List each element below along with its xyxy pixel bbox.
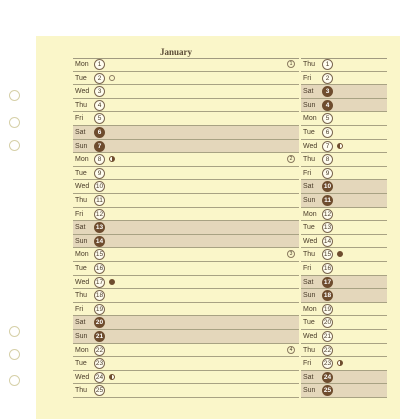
brand-copyright [0, 224, 1, 240]
weekday-label: Wed [75, 278, 90, 286]
date-number-badge: 19 [323, 305, 332, 313]
date-number-badge: 8 [94, 154, 105, 165]
binder-hole [9, 375, 20, 386]
weekday-label: Sat [75, 224, 86, 232]
date-number-badge: 24 [95, 373, 104, 381]
day-row[interactable] [301, 167, 387, 181]
day-row[interactable] [301, 316, 387, 330]
day-row[interactable] [73, 58, 299, 72]
binder-hole [9, 349, 20, 360]
weekday-label: Tue [303, 129, 315, 136]
day-row[interactable] [73, 303, 299, 317]
date-number-badge: 5 [322, 113, 333, 124]
weekday-label: Wed [303, 333, 318, 340]
day-row[interactable] [73, 126, 299, 140]
binder-hole [9, 140, 20, 151]
date-number-badge: 15 [323, 251, 332, 259]
day-row[interactable] [301, 384, 387, 398]
date-number-badge: 6 [94, 127, 105, 138]
weekday-label: Sun [75, 237, 88, 245]
weekday-label: Sat [303, 278, 314, 286]
date-number-badge: 15 [95, 251, 104, 259]
day-row[interactable] [301, 235, 387, 249]
date-number-badge: 14 [323, 237, 332, 245]
weekday-label: Tue [75, 74, 87, 82]
weekday-label: Sat [303, 88, 314, 96]
first-quarter-moon-icon [337, 360, 343, 366]
last-quarter-moon-icon [337, 143, 343, 149]
weekday-label: Thu [303, 156, 316, 164]
date-number-badge: 14 [95, 237, 104, 245]
weekday-label: Sat [75, 129, 86, 136]
weekday-label: Sun [75, 333, 88, 340]
date-number-badge: 10 [95, 183, 104, 191]
date-number-badge: 3 [94, 86, 105, 97]
weekday-label: Sun [303, 387, 316, 395]
weekday-label: Wed [75, 183, 90, 191]
weekday-label: Fri [75, 305, 84, 313]
weekday-label: Mon [75, 251, 89, 259]
binder-hole [9, 90, 20, 101]
weekday-label: Sun [75, 142, 88, 150]
day-row[interactable] [73, 330, 299, 344]
date-number-badge: 17 [95, 278, 104, 286]
day-row[interactable] [301, 99, 387, 113]
weekday-label: Mon [75, 156, 89, 164]
weekday-label: Fri [303, 265, 312, 272]
date-number-badge: 24 [323, 373, 332, 381]
weekday-label: Tue [303, 224, 315, 232]
date-number-badge: 2 [322, 73, 333, 84]
month-title: January [160, 47, 193, 57]
day-row[interactable] [301, 262, 387, 276]
date-number-badge: 12 [95, 210, 104, 218]
date-number-badge: 2 [94, 73, 105, 84]
day-row[interactable] [73, 140, 299, 154]
weekday-label: Thu [303, 346, 316, 354]
last-quarter-moon-icon [109, 374, 115, 380]
day-row[interactable] [73, 235, 299, 249]
weekday-label: Tue [75, 265, 87, 272]
weekday-label: Thu [75, 101, 88, 109]
day-row[interactable] [301, 153, 387, 167]
date-number-badge: 22 [323, 346, 332, 354]
day-row[interactable] [73, 357, 299, 371]
date-number-badge: 25 [323, 387, 332, 395]
day-row[interactable] [73, 371, 299, 385]
weekday-label: Fri [303, 169, 312, 177]
day-row[interactable] [301, 140, 387, 154]
weekday-label: Thu [75, 197, 88, 204]
day-row[interactable] [73, 72, 299, 86]
date-number-badge: 4 [322, 100, 333, 111]
weekday-label: Fri [303, 74, 312, 82]
weekday-label: Sun [303, 292, 316, 300]
weekday-label: Sat [75, 319, 86, 327]
weekday-label: Fri [303, 360, 312, 368]
date-number-badge: 11 [94, 195, 105, 206]
day-row[interactable] [73, 262, 299, 276]
date-number-badge: 20 [95, 319, 104, 327]
date-number-badge: 13 [95, 224, 104, 232]
date-number-badge: 8 [322, 154, 333, 165]
day-row[interactable] [73, 344, 299, 358]
week-number-badge: 3 [287, 250, 295, 258]
day-row[interactable] [301, 126, 387, 140]
day-row[interactable] [301, 276, 387, 290]
date-number-badge: 20 [323, 319, 332, 327]
date-number-badge: 22 [95, 346, 104, 354]
full-moon-icon [109, 279, 115, 285]
date-number-badge: 5 [94, 113, 105, 124]
weekday-label: Tue [303, 319, 315, 327]
day-row[interactable] [301, 58, 387, 72]
day-row[interactable] [301, 303, 387, 317]
weekday-label: Mon [303, 305, 317, 313]
date-number-badge: 3 [322, 86, 333, 97]
day-row[interactable] [301, 221, 387, 235]
first-quarter-moon-icon [109, 156, 115, 162]
day-row[interactable] [73, 194, 299, 208]
weekday-label: Mon [303, 210, 317, 218]
weekday-label: Sat [303, 183, 314, 191]
weekday-label: Fri [75, 210, 84, 218]
date-number-badge: 19 [95, 305, 104, 313]
date-number-badge: 9 [94, 168, 105, 179]
day-row[interactable] [73, 276, 299, 290]
day-row[interactable] [301, 344, 387, 358]
day-row[interactable] [301, 371, 387, 385]
weekday-label: Mon [303, 115, 317, 123]
date-number-badge: 23 [95, 360, 104, 368]
week-number-badge: 2 [287, 155, 295, 163]
date-number-badge: 21 [95, 333, 104, 340]
date-number-badge: 9 [322, 168, 333, 179]
day-row[interactable] [73, 248, 299, 262]
date-number-badge: 16 [323, 265, 332, 272]
day-row[interactable] [301, 208, 387, 222]
weekday-label: Tue [75, 360, 87, 368]
date-number-badge: 11 [322, 195, 333, 206]
weekday-label: Wed [75, 373, 90, 381]
weekday-label: Sun [303, 197, 316, 204]
date-number-badge: 7 [94, 141, 105, 152]
day-row[interactable] [301, 72, 387, 86]
date-number-badge: 13 [323, 224, 332, 232]
weekday-label: Mon [75, 346, 89, 354]
binder-hole [9, 117, 20, 128]
day-row[interactable] [301, 289, 387, 303]
day-row[interactable] [73, 316, 299, 330]
day-row[interactable] [73, 85, 299, 99]
weekday-label: Fri [75, 115, 84, 123]
day-row[interactable] [73, 99, 299, 113]
date-number-badge: 1 [322, 59, 333, 70]
weekday-label: Thu [75, 387, 88, 395]
day-row[interactable] [73, 153, 299, 167]
weekday-label: Thu [303, 61, 316, 68]
day-row[interactable] [73, 384, 299, 398]
day-row[interactable] [73, 167, 299, 181]
date-number-badge: 12 [323, 210, 332, 218]
day-row[interactable] [301, 330, 387, 344]
weekday-label: Thu [303, 251, 316, 259]
binder-hole [9, 326, 20, 337]
date-number-badge: 6 [322, 127, 333, 138]
day-row[interactable] [73, 208, 299, 222]
weekday-label: Mon [75, 61, 89, 68]
weekday-label: Tue [75, 169, 87, 177]
day-row[interactable] [73, 180, 299, 194]
date-number-badge: 16 [95, 265, 104, 272]
new-moon-icon [109, 75, 115, 81]
date-number-badge: 23 [323, 360, 332, 368]
date-number-badge: 18 [323, 292, 332, 300]
week-number-badge: 4 [287, 346, 295, 354]
day-row[interactable] [301, 357, 387, 371]
day-row[interactable] [301, 248, 387, 262]
day-row[interactable] [301, 112, 387, 126]
weekday-label: Wed [303, 237, 318, 245]
date-number-badge: 25 [95, 387, 104, 395]
day-row[interactable] [301, 85, 387, 99]
weekday-label: Wed [303, 142, 318, 150]
weekday-label: Sun [303, 101, 316, 109]
date-number-badge: 10 [323, 183, 332, 191]
weekday-label: Wed [75, 88, 90, 96]
date-number-badge: 21 [323, 333, 332, 340]
day-row[interactable] [73, 221, 299, 235]
day-row[interactable] [301, 194, 387, 208]
date-number-badge: 1 [94, 59, 105, 70]
week-number-badge: 1 [287, 60, 295, 68]
date-number-badge: 17 [323, 278, 332, 286]
date-number-badge: 4 [94, 100, 105, 111]
day-row[interactable] [73, 112, 299, 126]
brand-imprint [0, 150, 1, 270]
date-number-badge: 18 [95, 292, 104, 300]
weekday-label: Thu [75, 292, 88, 300]
full-moon-icon [337, 251, 343, 257]
weekday-label: Sat [303, 373, 314, 381]
day-row[interactable] [73, 289, 299, 303]
date-number-badge: 7 [322, 141, 333, 152]
day-row[interactable] [301, 180, 387, 194]
